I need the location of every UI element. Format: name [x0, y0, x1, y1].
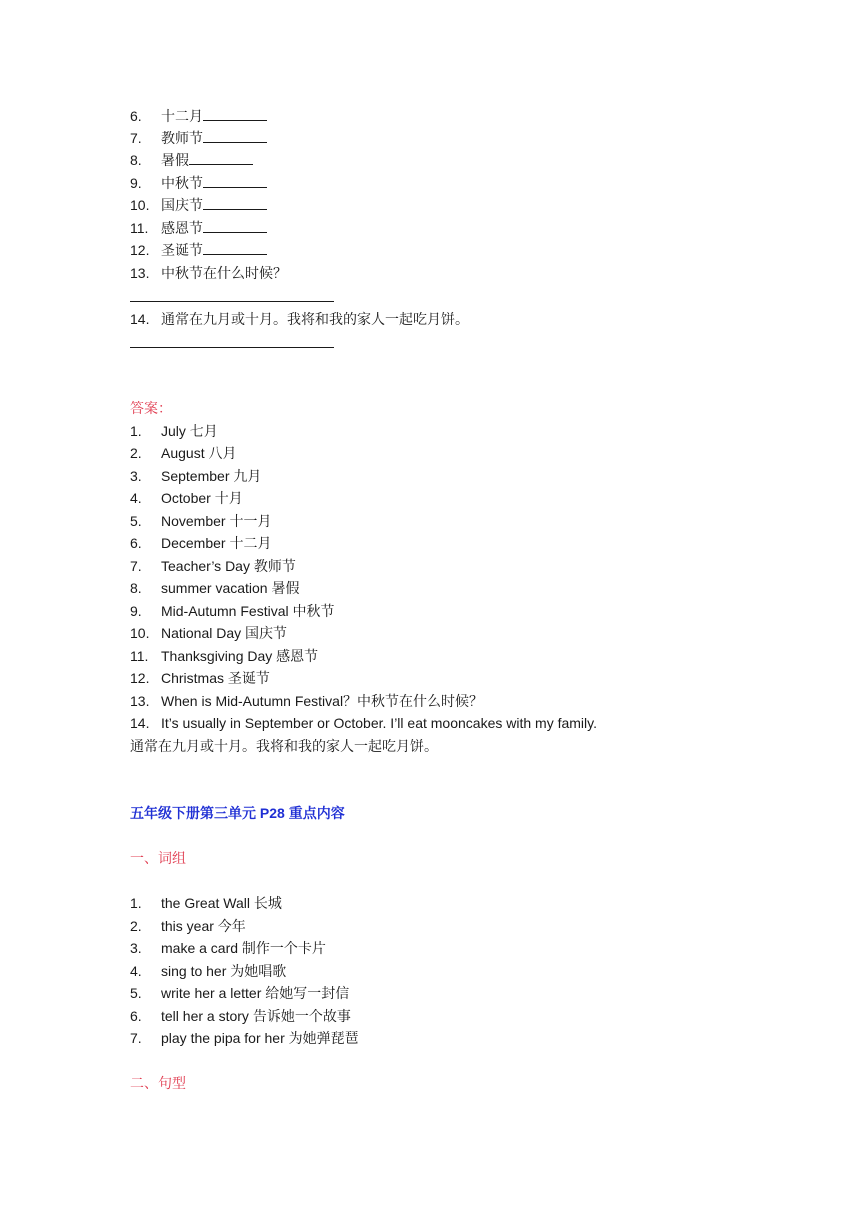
- item-text: July 七月: [161, 423, 218, 439]
- answer-item: [130, 668, 270, 690]
- answer-item: [130, 578, 299, 600]
- answer-item: [130, 488, 243, 510]
- item-text: Thanksgiving Day 感恩节: [161, 648, 319, 664]
- phrase-item: [130, 1006, 351, 1028]
- item-text: write her a letter 给她写一封信: [161, 985, 350, 1001]
- item-number: 6.: [130, 535, 142, 551]
- item-number: 8.: [130, 152, 142, 168]
- exercise-item: [130, 106, 267, 128]
- item-text: 圣诞节: [161, 242, 203, 258]
- answer-blank[interactable]: [203, 106, 267, 121]
- exercise-item: [130, 309, 469, 331]
- answer-blank[interactable]: [203, 195, 267, 210]
- item-number: 11.: [130, 648, 149, 664]
- answer-line[interactable]: [130, 301, 334, 302]
- item-number: 6.: [130, 108, 142, 124]
- item-number: 10.: [130, 625, 150, 641]
- item-number: 14.: [130, 715, 150, 731]
- exercise-item: [130, 150, 253, 172]
- answers-heading: 答案：: [130, 400, 172, 416]
- section-heading-sentences: 二、句型: [130, 1075, 186, 1091]
- section-heading-phrases: 一、词组: [130, 850, 186, 866]
- item-number: 12.: [130, 242, 150, 258]
- item-text: 通常在九月或十月。我将和我的家人一起吃月饼。: [161, 311, 469, 327]
- item-number: 9.: [130, 175, 142, 191]
- item-text: Mid-Autumn Festival 中秋节: [161, 603, 335, 619]
- item-text: sing to her 为她唱歌: [161, 963, 287, 979]
- item-text: 中秋节: [161, 175, 203, 191]
- phrase-item: [130, 938, 326, 960]
- exercise-item: [130, 240, 267, 262]
- item-text: tell her a story 告诉她一个故事: [161, 1008, 351, 1024]
- item-number: 3.: [130, 940, 142, 956]
- answer-item: [130, 421, 218, 443]
- item-text: the Great Wall 长城: [161, 895, 282, 911]
- exercise-item: [130, 195, 267, 217]
- item-text: 中秋节在什么时候？: [161, 265, 287, 281]
- item-text: Christmas 圣诞节: [161, 670, 270, 686]
- item-text: summer vacation 暑假: [161, 580, 300, 596]
- item-number: 9.: [130, 603, 142, 619]
- item-text: September 九月: [161, 468, 262, 484]
- item-number: 7.: [130, 130, 142, 146]
- answer-item: [130, 511, 271, 533]
- item-number: 1.: [130, 895, 142, 911]
- item-text: December 十二月: [161, 535, 272, 551]
- item-number: 4.: [130, 490, 142, 506]
- phrase-item: [130, 1028, 359, 1050]
- item-number: 13.: [130, 693, 150, 709]
- item-number: 13.: [130, 265, 150, 281]
- answer-item: [130, 713, 597, 735]
- item-text: play the pipa for her 为她弹琵琶: [161, 1030, 359, 1046]
- item-text: August 八月: [161, 445, 237, 461]
- item-text: 感恩节: [161, 220, 203, 236]
- answer-blank[interactable]: [203, 128, 267, 143]
- item-number: 8.: [130, 580, 142, 596]
- answer-line[interactable]: [130, 347, 334, 348]
- phrase-item: [130, 983, 349, 1005]
- phrase-item: [130, 961, 286, 983]
- answer-item: [130, 646, 318, 668]
- answer-item: [130, 691, 483, 713]
- item-number: 1.: [130, 423, 142, 439]
- answer-blank[interactable]: [203, 218, 267, 233]
- answer-blank[interactable]: [203, 173, 267, 188]
- item-text: 教师节: [161, 130, 203, 146]
- item-number: 4.: [130, 963, 142, 979]
- item-text: 暑假: [161, 152, 189, 168]
- item-number: 2.: [130, 918, 142, 934]
- item-number: 7.: [130, 558, 142, 574]
- item-number: 5.: [130, 513, 142, 529]
- answer-blank[interactable]: [189, 150, 253, 165]
- phrase-item: [130, 893, 282, 915]
- phrase-item: [130, 916, 246, 938]
- item-number: 10.: [130, 197, 150, 213]
- unit-title: 五年级下册第三单元 P28 重点内容: [130, 805, 345, 821]
- item-text: November 十一月: [161, 513, 272, 529]
- item-text: When is Mid-Autumn Festival？中秋节在什么时候？: [161, 693, 484, 709]
- item-text: It’s usually in September or October. I’ll eat mooncakes with my family.: [161, 715, 597, 731]
- item-text: National Day 国庆节: [161, 625, 288, 641]
- item-number: 2.: [130, 445, 142, 461]
- answer-item: [130, 601, 334, 623]
- item-number: 14.: [130, 311, 150, 327]
- answer-blank[interactable]: [203, 240, 267, 255]
- item-text: Teacher’s Day 教师节: [161, 558, 296, 574]
- item-text: this year 今年: [161, 918, 246, 934]
- answer-continuation: 通常在九月或十月。我将和我的家人一起吃月饼。: [130, 738, 438, 754]
- item-number: 5.: [130, 985, 142, 1001]
- item-text: make a card 制作一个卡片: [161, 940, 326, 956]
- item-number: 11.: [130, 220, 149, 236]
- item-number: 6.: [130, 1008, 142, 1024]
- item-number: 3.: [130, 468, 142, 484]
- exercise-item: [130, 218, 267, 240]
- item-text: October 十月: [161, 490, 243, 506]
- exercise-item: [130, 263, 287, 285]
- item-number: 7.: [130, 1030, 142, 1046]
- exercise-item: [130, 128, 267, 150]
- item-text: 国庆节: [161, 197, 203, 213]
- answer-item: [130, 623, 287, 645]
- item-text: 十二月: [161, 108, 203, 124]
- answer-item: [130, 466, 261, 488]
- answer-item: [130, 556, 296, 578]
- item-number: 12.: [130, 670, 150, 686]
- answer-item: [130, 443, 236, 465]
- exercise-item: [130, 173, 267, 195]
- answer-item: [130, 533, 271, 555]
